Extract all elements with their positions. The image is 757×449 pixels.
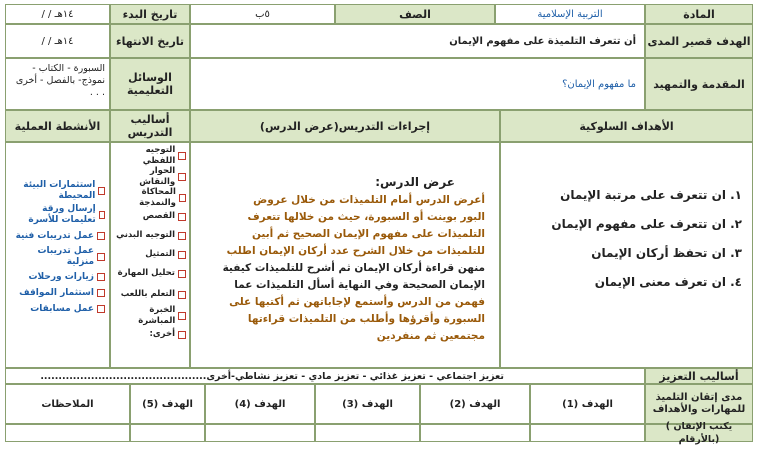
methods-cell (110, 142, 190, 368)
activities-cell (5, 142, 110, 368)
behavioral-goal-item: ١. ان تتعرف على مرتبة الإيمان (560, 188, 742, 202)
checkbox-icon[interactable] (97, 305, 105, 313)
activity-item[interactable]: عمل تدريبات فنية (8, 227, 105, 245)
activity-item[interactable]: استثمارات البيئة المحيطة (8, 179, 105, 203)
behavioral-header: الأهداف السلوكية (500, 110, 753, 142)
procedure-line: منهن قراءة أركان الإيمان ثم أشرح للتلميذات كيفية (222, 262, 485, 274)
procedure-line: فهمن من الدرس وأستمع لإجاباتهن ثم أكتبها على (229, 296, 485, 308)
reinforcement-label: أساليب التعزيز (645, 368, 753, 384)
mastery-goal-4: الهدف (4) (205, 384, 315, 424)
procedure-line: أعرض الدرس أمام التلميذات من خلال عروض (253, 194, 485, 206)
mastery-goal-5: الهدف (5) (130, 384, 205, 424)
checkbox-icon[interactable] (178, 251, 186, 259)
reinforcement-value: تعزيز اجتماعي - تعزيز غذائي - تعزيز مادي - تعزيز نشاطي-أخرى.............................................. (5, 368, 645, 384)
checkbox-icon[interactable] (97, 273, 105, 281)
activities-header: الأنشطة العملية (5, 110, 110, 142)
procedure-heading: عرض الدرس: (375, 175, 455, 189)
activity-item[interactable]: إرسال ورقة تعليمات للأسرة (8, 203, 105, 227)
checkbox-icon[interactable] (178, 152, 186, 160)
behavioral-goal-item: ٤. ان تعرف معنى الإيمان (594, 275, 742, 289)
behavioral-goal-item: ٢. ان تتعرف على مفهوم الإيمان (551, 217, 742, 231)
mastery-label: مدى إتقان التلميذ للمهارات والأهداف (645, 384, 753, 424)
checkbox-icon[interactable] (179, 194, 186, 202)
intro-label: المقدمة والتمهيد (645, 58, 753, 110)
intro-question: ما مفهوم الإيمان؟ (190, 58, 645, 110)
method-item[interactable]: الحوار والنقاش (113, 166, 186, 187)
method-item[interactable]: التمثيل (113, 246, 186, 263)
mastery-cell-3[interactable] (315, 424, 420, 442)
class-value: ٥ب (190, 4, 335, 24)
start-date-label: تاريخ البدء (110, 4, 190, 24)
procedure-cell (190, 142, 500, 368)
activity-item[interactable]: استثمار المواقف (8, 285, 105, 301)
procedure-line: مجتمعين ثم منفردين (376, 330, 485, 342)
method-item[interactable]: المحاكاة والنمذجة (113, 187, 186, 208)
start-date-value: / / ١٤هـ (5, 4, 110, 24)
goal-label: الهدف قصير المدى (645, 24, 753, 58)
checkbox-icon[interactable] (178, 213, 186, 221)
mastery-goal-2: الهدف (2) (420, 384, 530, 424)
procedure-line: البور بوينت أو السبورة، حيث من خلالها تتعرف (247, 211, 485, 223)
checkbox-icon[interactable] (178, 270, 186, 278)
procedures-header: إجراءات التدريس(عرض الدرس) (190, 110, 500, 142)
checkbox-icon[interactable] (178, 312, 186, 320)
mastery-goal-3: الهدف (3) (315, 384, 420, 424)
mastery-cell-2[interactable] (420, 424, 530, 442)
tools-value: السبورة - الكتاب - نموذج- بالفصل - أخرى . . . (5, 58, 110, 110)
procedure-line: الإيمان الصحيحة وفي النهاية أسأل التلميذات عما (234, 279, 485, 291)
tools-label: الوسائل التعليمية (110, 58, 190, 110)
notes-cell[interactable] (5, 424, 130, 442)
method-item[interactable]: الخبرة المباشرة (113, 305, 186, 326)
activity-item[interactable]: زيارات ورحلات (8, 269, 105, 285)
activity-item[interactable]: عمل مسابقات (8, 301, 105, 317)
activity-item[interactable]: عمل تدريبات منزلية (8, 245, 105, 269)
method-item[interactable]: تحليل المهارة (113, 263, 186, 284)
checkbox-icon[interactable] (97, 253, 105, 261)
mastery-goal-1: الهدف (1) (530, 384, 645, 424)
end-date-label: تاريخ الانتهاء (110, 24, 190, 58)
goal-value: أن تتعرف التلميذة على مفهوم الإيمان (190, 24, 645, 58)
notes-label: الملاحظات (5, 384, 130, 424)
end-date-value: / / ١٤هـ (5, 24, 110, 58)
behavioral-goals-cell (500, 142, 753, 368)
procedure-line: للتلميذات من خلال الشرح عدد أركان الإيمان اطلب (226, 245, 485, 257)
checkbox-icon[interactable] (178, 331, 186, 339)
subject-value: التربية الإسلامية (495, 4, 645, 24)
method-item[interactable]: التوجيه البدني (113, 225, 186, 246)
method-item[interactable]: التعلم باللعب (113, 284, 186, 305)
procedure-line: التلميذات على مفهوم الإيمان الصحيح ثم أبين (251, 228, 485, 240)
checkbox-icon[interactable] (97, 289, 105, 297)
checkbox-icon[interactable] (178, 232, 186, 240)
checkbox-icon[interactable] (98, 187, 105, 195)
checkbox-icon[interactable] (99, 211, 105, 219)
mastery-note: ( يكتب الإتقان بالأرقام) (645, 424, 753, 442)
class-label: الصف (335, 4, 495, 24)
method-item[interactable]: التوجيه اللفظي (113, 145, 186, 166)
subject-label: المادة (645, 4, 753, 24)
checkbox-icon[interactable] (178, 173, 186, 181)
methods-header: أساليب التدريس (110, 110, 190, 142)
mastery-cell-5[interactable] (130, 424, 205, 442)
procedure-line: السبورة وأقرؤها وأطلب من التلميذات قراءتها (247, 313, 485, 325)
checkbox-icon[interactable] (178, 291, 186, 299)
method-item[interactable]: القصص (113, 208, 186, 225)
behavioral-goal-item: ٣. ان تحفظ أركان الإيمان (591, 246, 742, 260)
mastery-cell-1[interactable] (530, 424, 645, 442)
mastery-cell-4[interactable] (205, 424, 315, 442)
method-item[interactable]: أخرى: (113, 326, 186, 343)
checkbox-icon[interactable] (97, 232, 105, 240)
